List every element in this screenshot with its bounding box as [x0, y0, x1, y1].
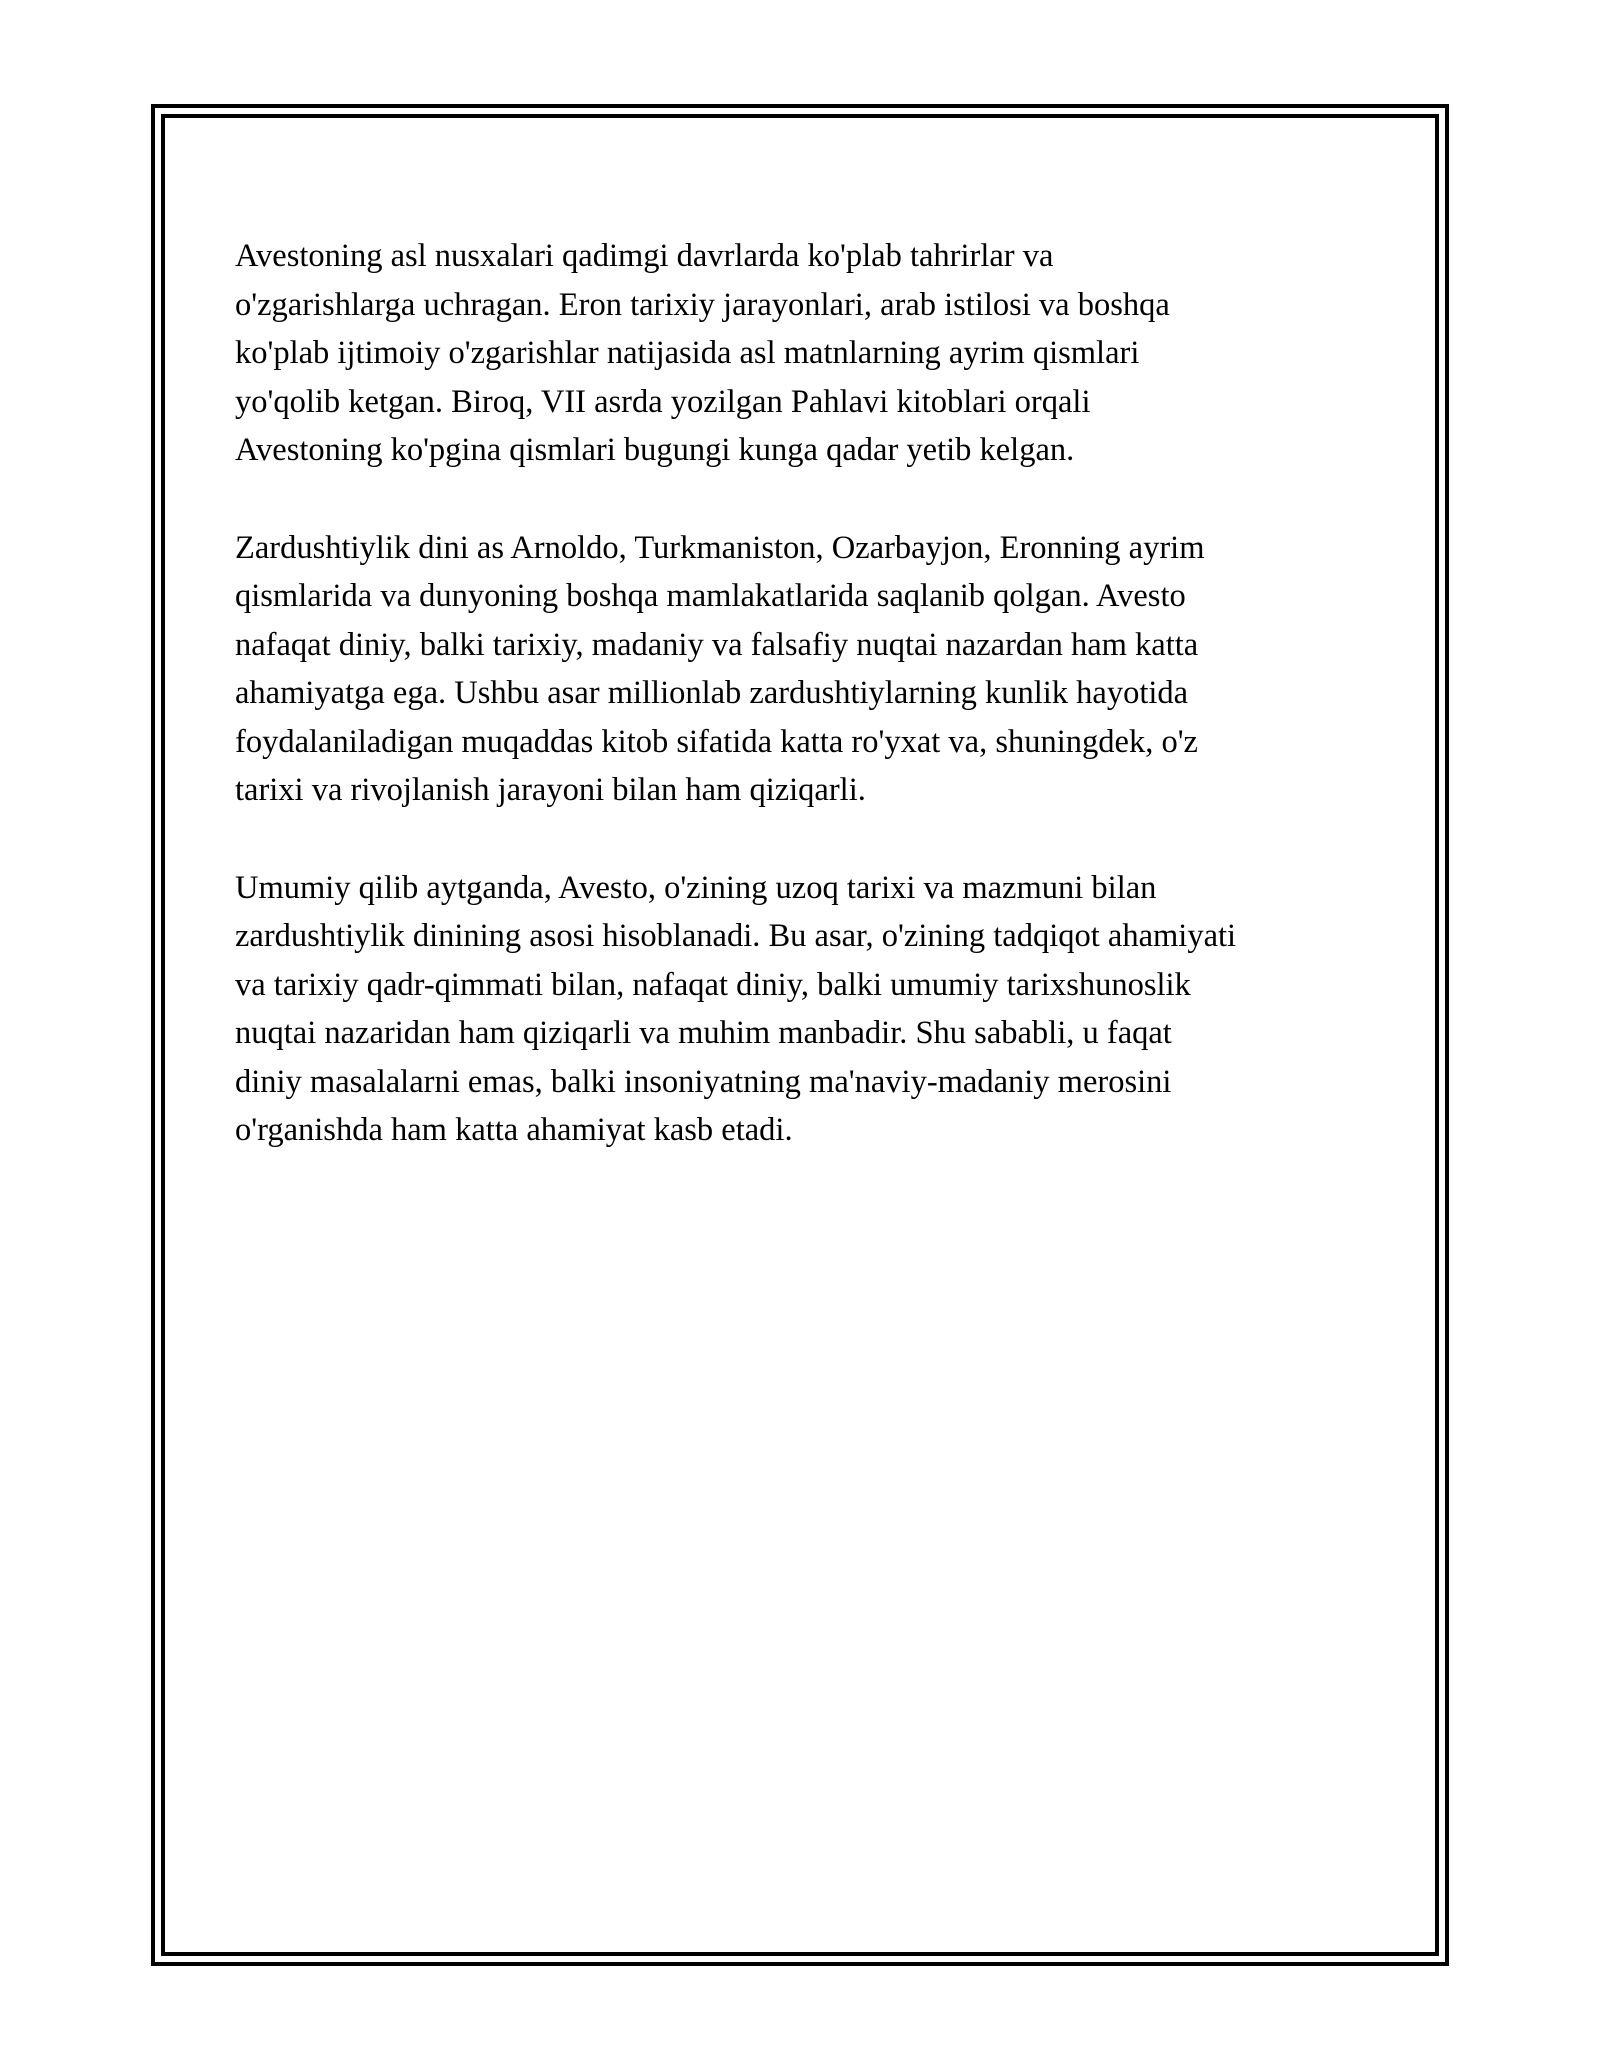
- paragraph-line: yo'qolib ketgan. Biroq, VII asrda yozilgan Pahlavi kitoblari orqali: [235, 383, 1091, 420]
- paragraph-line: qismlarida va dunyoning boshqa mamlakatlarida saqlanib qolgan. Avesto: [235, 578, 1186, 614]
- paragraph-line: va tarixiy qadr-qimmati bilan, nafaqat diniy, balki umumiy tarixshunoslik: [235, 966, 1191, 1003]
- paragraph-line: nuqtai nazaridan ham qiziqarli va muhim manbadir. Shu sababli, u faqat: [235, 1015, 1172, 1051]
- paragraph-line: ko'plab ijtimoiy o'zgarishlar natijasida asl matnlarning ayrim qismlari: [235, 335, 1140, 371]
- paragraph-2: [235, 524, 1375, 815]
- paragraph-line: Zardushtiylik dini as Arnoldo, Turkmaniston, Ozarbayjon, Eronning ayrim: [235, 529, 1205, 566]
- paragraph-line: Avestoning asl nusxalari qadimgi davrlarda ko'plab tahrirlar va: [235, 238, 1054, 274]
- document-body: [235, 232, 1375, 1204]
- paragraph-line: o'zgarishlarga uchragan. Eron tarixiy jarayonlari, arab istilosi va boshqa: [235, 286, 1170, 323]
- paragraph-line: zardushtiylik dinining asosi hisoblanadi. Bu asar, o'zining tadqiqot ahamiyati: [235, 918, 1237, 954]
- paragraph-line: o'rganishda ham katta ahamiyat kasb etadi.: [235, 1112, 793, 1148]
- paragraph-line: foydalaniladigan muqaddas kitob sifatida katta ro'yxat va, shuningdek, o'z: [235, 723, 1198, 760]
- paragraph-line: Umumiy qilib aytganda, Avesto, o'zining uzoq tarixi va mazmuni bilan: [235, 869, 1157, 906]
- paragraph-1: [235, 232, 1375, 475]
- paragraph-line: Avestoning ko'pgina qismlari bugungi kunga qadar yetib kelgan.: [235, 432, 1075, 468]
- paragraph-line: tarixi va rivojlanish jarayoni bilan ham qiziqarli.: [235, 772, 866, 808]
- paragraph-line: diniy masalalarni emas, balki insoniyatning ma'naviy-madaniy merosini: [235, 1063, 1172, 1100]
- paragraph-line: ahamiyatga ega. Ushbu asar millionlab zardushtiylarning kunlik hayotida: [235, 675, 1189, 711]
- paragraph-line: nafaqat diniy, balki tarixiy, madaniy va falsafiy nuqtai nazardan ham katta: [235, 626, 1199, 663]
- paragraph-3: [235, 864, 1375, 1155]
